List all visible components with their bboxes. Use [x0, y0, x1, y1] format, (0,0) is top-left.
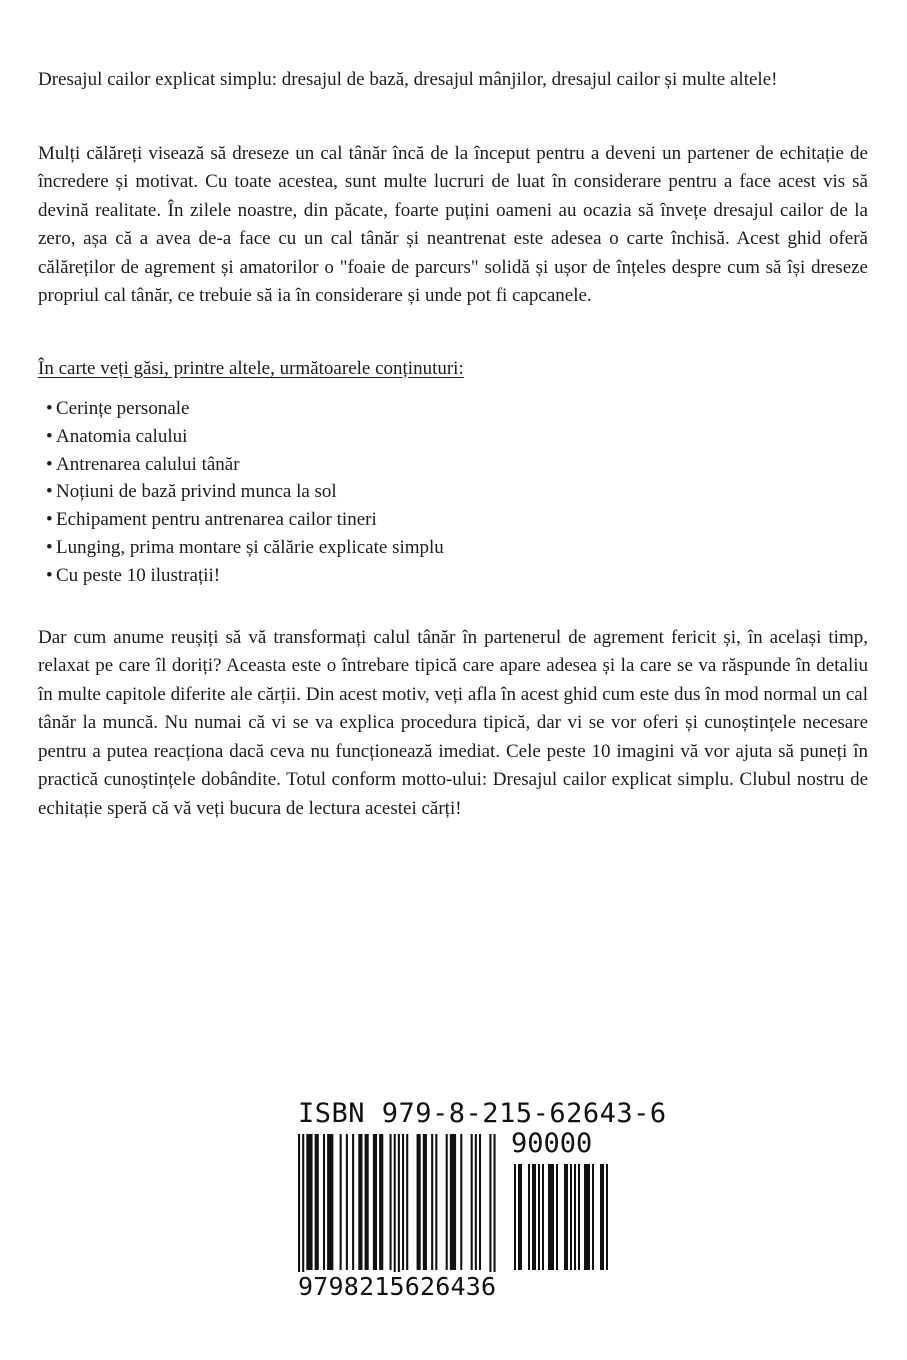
intro-paragraph: Mulți călăreți visează să dreseze un cal tânăr încă de la început pentru a deveni un partener de echitație de încredere și motivat. Cu toate acestea, sunt multe lucruri de luat în considerare pentru a face acest vis să devină realitate. În zilele noastre, din păcate, foarte puțini oameni au ocazia să învețe dresajul cailor de la zero, așa că a avea de-a face cu un cal tânăr și neantrenat este adesea o carte închisă. Acest ghid oferă călăreților de agrement și amatorilor o "foaie de parcurs" solidă și ușor de înțeles despre cum să își dreseze propriul cal tânăr, ce trebuie să ia în considerare și unde pot fi capcanele.: [38, 142, 868, 306]
ean13-bar: [358, 1134, 362, 1270]
contents-list: [38, 395, 868, 590]
ean13-bar: [340, 1134, 342, 1270]
ean13-bar: [327, 1134, 333, 1270]
isbn-label: ISBN 979-8-215-62643-6: [298, 1098, 667, 1129]
bullet-icon: •: [46, 536, 53, 558]
ean13-bar: [494, 1134, 496, 1272]
ean13-bar: [479, 1134, 481, 1270]
closing-paragraph: Dar cum anume reușiți să vă transformați calul tânăr în partenerul de agrement fericit și, în același timp, relaxat pe care îl doriți? Aceasta este o întrebare tipică care apare adesea și la care se va răspunde în detaliu în multe capitole diferite ale cărții. Din acest motiv, veți afla în acest ghid cum este dus în mod normal un cal tânăr la muncă. Nu numai că vi se va explica procedura tipică, dar vi se vor oferi și cunoștințele necesare pentru a putea reacționa dacă ceva nu funcționează imediat. Cele peste 10 imagini vă vor ajuta să puneți în practică cunoștințele dobândite. Totul conform motto-ului: Dresajul cailor explicat simplu. Clubul nostru de echitație speră că vă veți bucura de lectura acestei cărți!: [38, 626, 868, 819]
ean13-bar: [431, 1134, 433, 1270]
ean13-bar: [460, 1134, 462, 1270]
ean13-bar: [417, 1134, 421, 1270]
ean13-bar: [450, 1134, 456, 1270]
list-item-text: Anatomia calului: [56, 425, 188, 447]
ean13-bar: [346, 1134, 348, 1270]
list-item: [38, 562, 868, 590]
addon-bar: [578, 1164, 580, 1270]
list-item-text: Antrenarea calului tânăr: [56, 453, 240, 475]
list-item: [38, 451, 868, 479]
ean13-bar: [402, 1134, 404, 1270]
addon-bar: [606, 1164, 608, 1270]
bullet-icon: •: [46, 425, 53, 447]
list-item: [38, 506, 868, 534]
ean13-bar: [435, 1134, 437, 1270]
addon-bar: [528, 1164, 530, 1270]
isbn-barcode: [296, 1098, 667, 1308]
ean13-bar: [406, 1134, 408, 1270]
ean13-bar: [323, 1134, 325, 1270]
back-cover-text: [38, 66, 868, 823]
bullet-icon: •: [46, 398, 53, 419]
ean13-bar: [373, 1134, 377, 1270]
ean13-bar: [398, 1134, 400, 1272]
ean13-bar: [298, 1134, 300, 1272]
ean13-bar: [446, 1134, 448, 1270]
addon-bar: [532, 1164, 536, 1270]
ean13-bar: [302, 1134, 304, 1272]
ean13-bar: [390, 1134, 392, 1270]
bullet-icon: •: [46, 453, 53, 475]
list-item-text: Lunging, prima montare și călărie explicate simplu: [56, 536, 444, 558]
list-item-text: Cu peste 10 ilustrații!: [56, 564, 221, 586]
addon-bar: [514, 1164, 516, 1270]
list-item: [38, 534, 868, 562]
addon-bar: [548, 1164, 554, 1270]
ean13-bar: [365, 1134, 369, 1270]
addon-bar: [556, 1164, 558, 1270]
ean13-bar: [471, 1134, 473, 1270]
bullet-icon: •: [46, 481, 53, 503]
tagline: Dresajul cailor explicat simplu: dresajul de bază, dresajul mânjilor, dresajul cailor și multe altele!: [38, 69, 778, 90]
addon-bar: [564, 1164, 568, 1270]
addon-bar: [584, 1164, 590, 1270]
addon-bar: [542, 1164, 544, 1270]
bullet-icon: •: [46, 564, 53, 586]
ean13-bar: [423, 1134, 427, 1270]
ean13-bar: [352, 1134, 354, 1270]
addon-bar: [570, 1164, 572, 1270]
addon-bar: [592, 1164, 594, 1270]
ean13-bar: [489, 1134, 491, 1272]
bullet-icon: •: [46, 509, 53, 531]
ean13-bar: [379, 1134, 383, 1270]
addon-bar: [518, 1164, 522, 1270]
list-item-text: Echipament pentru antrenarea cailor tineri: [56, 509, 377, 531]
ean13-bar: [306, 1134, 312, 1270]
list-item: [38, 423, 868, 451]
addon-bar: [574, 1164, 576, 1270]
ean-digits: 9798215626436: [298, 1272, 497, 1301]
barcode-bars: [296, 1134, 616, 1274]
addon-bar: [600, 1164, 604, 1270]
list-item: [38, 478, 868, 506]
ean13-bar: [315, 1134, 319, 1270]
price-code: 90000: [511, 1128, 593, 1159]
list-item: [38, 395, 868, 423]
list-item-text: Noțiuni de bază privind munca la sol: [56, 481, 337, 503]
contents-heading: În carte veți găsi, printre altele, următoarele conținuturi:: [38, 357, 464, 379]
ean13-bar: [475, 1134, 477, 1270]
addon-bar: [538, 1164, 540, 1270]
ean13-bar: [394, 1134, 396, 1272]
list-item-text: Cerințe personale: [56, 398, 190, 419]
